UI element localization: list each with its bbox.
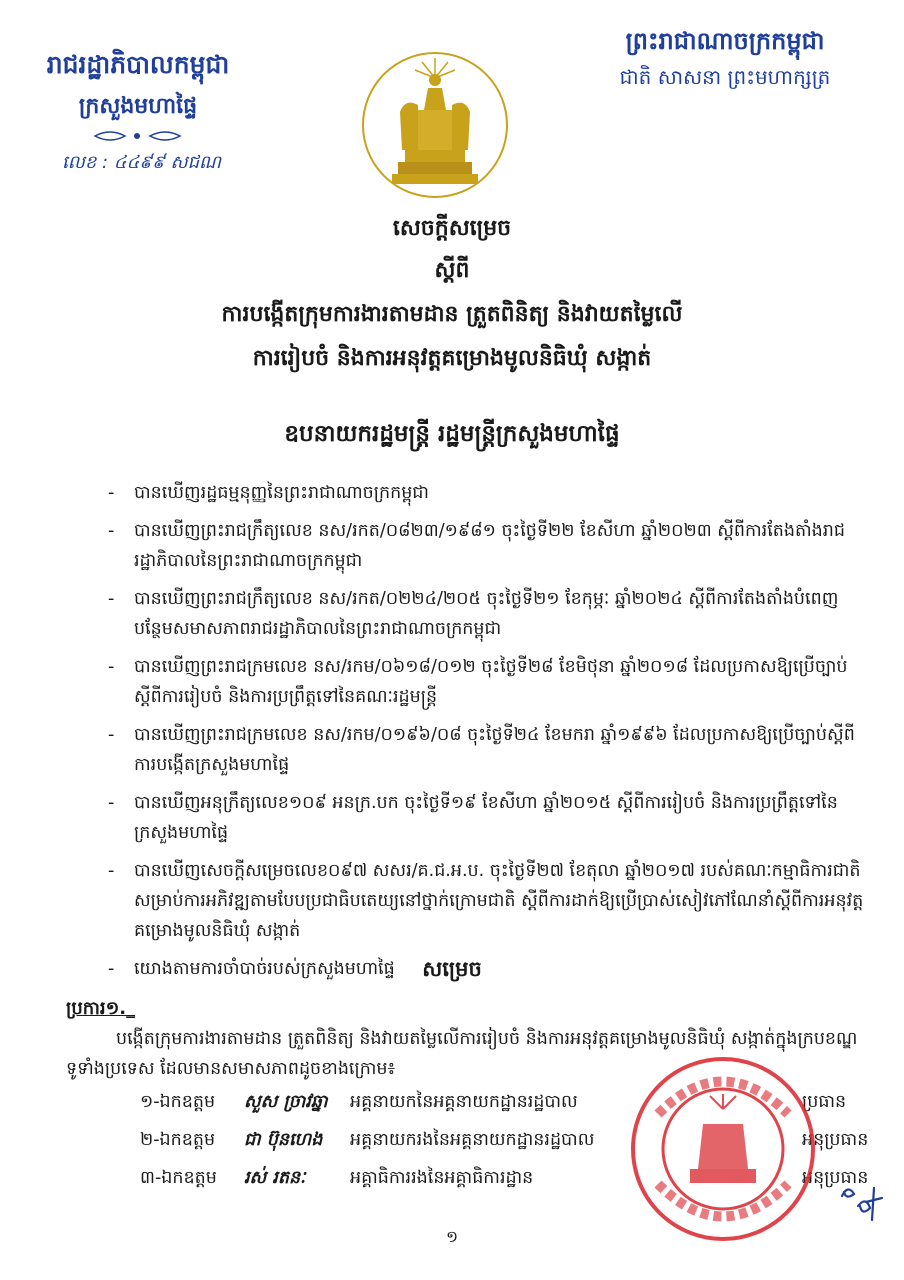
dash-bullet: - — [108, 589, 115, 609]
member-role: អនុប្រធាន — [802, 1168, 869, 1188]
list-item-text: យោងតាមការចាំបាច់របស់ក្រសួងមហាផ្ទៃ — [134, 959, 395, 979]
member-rank: ១-ឯកឧត្តម — [140, 1092, 216, 1112]
reference-number: លេខ : ៤៤៩៩ សជណ — [62, 152, 222, 173]
member-position: អគ្គនាយករងនៃអគ្គនាយកដ្ឋានរដ្ឋបាល — [350, 1130, 595, 1150]
article-1-body: បង្កើតក្រុមការងារតាមដាន ត្រួតពិនិត្យ និងវាយតម្លៃលើការរៀបចំ និងការអនុវត្តគម្រោងមូលនិធិឃុំ សង្កាត់ក្នុងក្របខណ្ឌទូទាំងប្រទេស ដែលមានសមាសភាពដូចខាងក្រោម៖ — [66, 1029, 858, 1079]
ministry-name: ក្រសួងមហាផ្ទៃ — [78, 94, 198, 119]
page-number: ១ — [445, 1227, 459, 1246]
official-red-seal-icon — [628, 1054, 818, 1244]
considerations-list — [108, 478, 868, 992]
list-item — [108, 478, 868, 508]
dash-bullet: - — [108, 861, 115, 881]
royal-emblem-icon — [360, 50, 510, 200]
kingdom-name: ព្រះរាជាណាចក្រកម្ពុជា — [625, 27, 825, 55]
member-name: ជា ប៊ុនហេង — [244, 1130, 323, 1150]
list-item — [108, 516, 868, 576]
list-item-text: បានឃើញព្រះរាជក្រមលេខ នស/រកម/០១៩៦/០៨ ចុះថ្ងៃទី២៤ ខែមករា ឆ្នាំ១៩៩៦ ដែលប្រកាសឱ្យប្រើច្បាប់ស្តីពីការបង្កើតក្រសួងមហាផ្ទៃ — [134, 725, 855, 775]
list-item-text: បានឃើញព្រះរាជក្រឹត្យលេខ នស/រកត/០២២៤/២០៥ ចុះថ្ងៃទី២១ ខែកុម្ភៈ ឆ្នាំ២០២៤ ស្តីពីការតែងតាំងបំពេញបន្ថែមសមាសភាពរាជរដ្ឋាភិបាលនៃព្រះរាជាណាចក្រកម្ពុជា — [134, 589, 839, 639]
government-name: រាជរដ្ឋាភិបាលកម្ពុជា — [46, 50, 230, 79]
document-type: សេចក្តីសម្រេច — [392, 216, 512, 241]
list-item — [108, 652, 868, 712]
issuing-authority: ឧបនាយករដ្ឋមន្ត្រី រដ្ឋមន្ត្រីក្រសួងមហាផ្ទៃ — [284, 421, 620, 447]
dash-bullet: - — [108, 657, 115, 677]
member-name: រស់ រតនៈ — [244, 1168, 306, 1188]
list-item — [108, 856, 868, 946]
list-item-text: បានឃើញអនុក្រឹត្យលេខ១០៩ អនក្រ.បក ចុះថ្ងៃទី១៩ ខែសីហា ឆ្នាំ២០១៥ ស្តីពីការរៀបចំ និងការប្រព្រឹត្តទៅនៃក្រសួងមហាផ្ទៃ — [134, 793, 838, 843]
dash-bullet: - — [108, 521, 115, 541]
list-item-text: បានឃើញព្រះរាជក្រឹត្យលេខ នស/រកត/០៨២៣/១៩៨១ ចុះថ្ងៃទី២២ ខែសីហា ឆ្នាំ២០២៣ ស្តីពីការតែងតាំងរាជរដ្ឋាភិបាលនៃព្រះរាជាណាចក្រកម្ពុជា — [134, 521, 845, 571]
dash-bullet: - — [108, 793, 115, 813]
handwritten-initials-icon — [836, 1176, 886, 1228]
title-about: ស្តីពី — [434, 258, 470, 283]
member-position: អគ្គនាយកនៃអគ្គនាយកដ្ឋានរដ្ឋបាល — [350, 1092, 578, 1112]
dash-bullet: - — [108, 483, 115, 503]
list-item — [108, 788, 868, 848]
list-item — [108, 584, 868, 644]
member-rank: ២-ឯកឧត្តម — [140, 1130, 216, 1150]
list-item-text: បានឃើញរដ្ឋធម្មនុញ្ញនៃព្រះរាជាណាចក្រកម្ពុជា — [134, 483, 429, 503]
title-subject-line-1: ការបង្កើតក្រុមការងារតាមដាន ត្រួតពិនិត្យ និងវាយតម្លៃលើ — [221, 302, 683, 327]
member-role: អនុប្រធាន — [802, 1130, 869, 1150]
list-item-text: បានឃើញព្រះរាជក្រមលេខ នស/រកម/០៦១៨/០១២ ចុះថ្ងៃទី២៨ ខែមិថុនា ឆ្នាំ២០១៨ ដែលប្រកាសឱ្យប្រើច្បាប់ស្តីពីការរៀបចំ និងការប្រព្រឹត្តទៅនៃគណៈរដ្ឋមន្ត្រី — [134, 657, 848, 707]
member-name: សួស ច្រាវឆ្នា — [244, 1092, 328, 1112]
member-role: ប្រធាន — [802, 1092, 847, 1112]
member-position: អគ្គាធិការរងនៃអគ្គាធិការដ្ឋាន — [350, 1168, 534, 1188]
article-1-label: ប្រការ១._ — [66, 998, 136, 1019]
member-rank: ៣-ឯកឧត្តម — [140, 1168, 217, 1188]
list-item-text: បានឃើញសេចក្តីសម្រេចលេខ០៩៧ សសរ/គ.ជ.អ.ប. ចុះថ្ងៃទី២៧ ខែតុលា ឆ្នាំ២០១៧ របស់គណៈកម្មាធិការជាតិសម្រាប់ការអភិវឌ្ឍតាមបែបប្រជាធិបតេយ្យនៅថ្នាក់ក្រោមជាតិ ស្តីពីការដាក់ឱ្យប្រើប្រាស់សៀវភៅណែនាំស្តីពីការអនុវត្តគម្រោងមូលនិធិឃុំ សង្កាត់ — [134, 861, 864, 941]
dash-bullet: - — [108, 725, 115, 745]
title-subject-line-2: ការរៀបចំ និងការអនុវត្តគម្រោងមូលនិធិឃុំ សង្កាត់ — [252, 346, 652, 371]
dash-bullet: - — [108, 959, 115, 979]
ornament-divider-icon — [90, 126, 185, 146]
list-item — [108, 720, 868, 780]
decision-heading: សម្រេច — [422, 957, 482, 981]
national-motto: ជាតិ សាសនា ព្រះមហាក្សត្រ — [619, 65, 831, 89]
